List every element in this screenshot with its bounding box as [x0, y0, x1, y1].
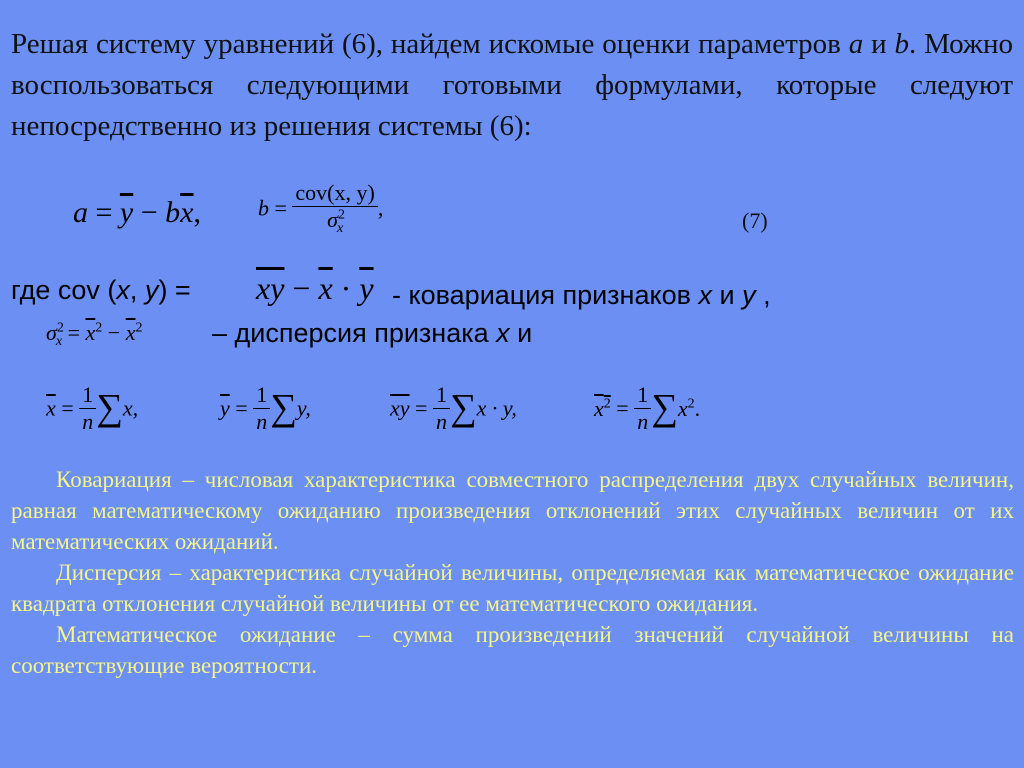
- intro-text-1: Решая систему уравнений (6), найдем искомые оценки параметров: [11, 28, 849, 60]
- intro-text-2: и: [863, 28, 895, 60]
- cov-prefix: где cov (x, y) =: [11, 275, 191, 305]
- formula-b-denominator: $\sigma^2_x$: [292, 206, 377, 237]
- formula-b-comma: ,: [377, 195, 384, 221]
- intro-text-3: . Можно воспользоваться следующими готовыми формулами, которые следуют непосредственно из решения системы (6):: [11, 28, 1013, 142]
- cov-expression: $\overline{xy} - \overline{x} \cdot \overline{y}$: [256, 270, 374, 306]
- intro-paragraph: [11, 24, 1013, 147]
- variance-suffix: – дисперсия признака x и: [212, 318, 533, 348]
- cov-suffix: - ковариация признаков x и y ,: [392, 280, 771, 310]
- mean-x2-formula: $x^2$ = $\frac{1}{n}$ $\sum x^2$.: [594, 382, 701, 434]
- param-b: b: [894, 28, 909, 60]
- definition-variance: Дисперсия – характеристика случайной величины, определяемая как математическое ожидание квадрата отклонения случайной величины от ее математического ожидания.: [11, 560, 1014, 616]
- formula-b: b = $\frac{\text{cov(x, y)}}{\sigma^2_x}$ ,: [258, 180, 384, 237]
- param-a: a: [848, 28, 864, 60]
- definition-covariance: Ковариация – числовая характеристика совместного распределения двух случайных величин, равная математическому ожиданию произведения отклонений этих случайных величин от их математических ожиданий.: [11, 467, 1014, 554]
- formula-b-numerator: cov(x, y): [295, 180, 375, 205]
- mean-xy-formula: $\overline{xy}$ = $\frac{1}{n}$ ∑x · y,: [390, 382, 517, 434]
- mean-y-formula: $\overline{y}$ = $\frac{1}{n}$ ∑y,: [220, 382, 311, 434]
- mean-x-formula: $\overline{x}$ = $\frac{1}{n}$ ∑x,: [46, 382, 139, 434]
- definition-expectation: Математическое ожидание – сумма произведений значений случайной величины на соответствующие вероятности.: [11, 622, 1014, 678]
- formula-a: $a = \overline{y} - b\overline{x}$,: [73, 196, 201, 229]
- definitions: [11, 464, 1014, 681]
- variance-expression: $\sigma^2_x = \overline{x}^2 - \overline{x}^2$: [46, 320, 143, 350]
- equation-number: (7): [742, 208, 768, 233]
